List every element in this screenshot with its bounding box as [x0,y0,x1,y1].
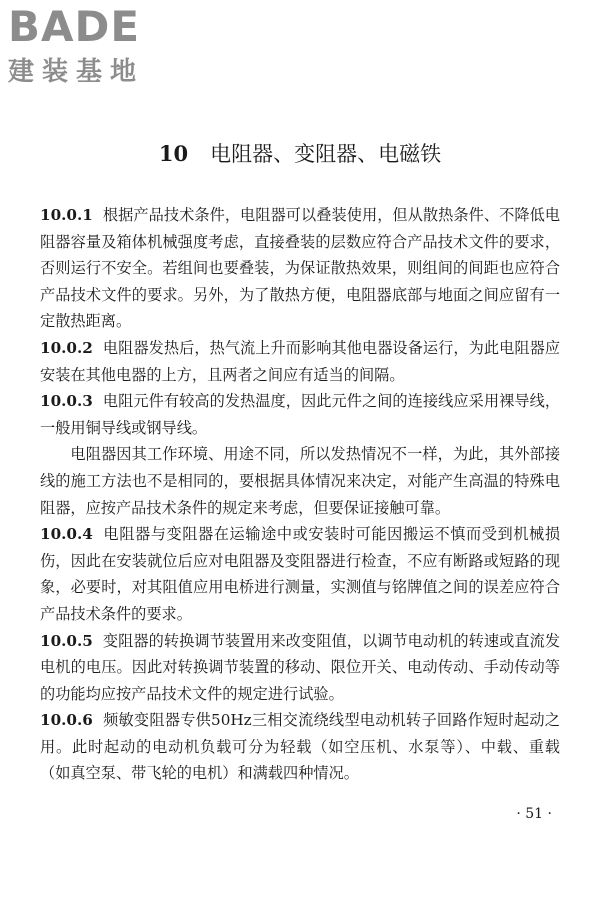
clause-number: 10.0.1 [40,206,93,224]
clause-number: 10.0.2 [40,338,93,357]
clause-text: 根据产品技术条件，电阻器可以叠装使用，但从散热条件、不降低电阻器容量及箱体机械强度考虑，直接叠装的层数应符合产品技术文件的要求，否则运行不安全。若组间也要叠装，为保证散热效果，则组间的间距也应符合产品技术文件的要求。另外，为了散热方便，电阻器底部与地面之间应留有一定散热距离。 [40,206,560,331]
clause-number: 10.0.6 [40,711,93,730]
continuation-paragraph [40,441,560,521]
clause-paragraph [40,521,560,627]
logo-brand: BADE [8,2,141,51]
page-number: · 51 · [516,806,552,822]
clause-text: 电阻器与变阻器在运输途中或安装时可能因搬运不慎而受到机械损伤，因此在安装就位后应对电阻器及变阻器进行检查，不应有断路或短路的现象，必要时，对其阻值应用电桥进行测量，实测值与铭牌值之间的误差应符合产品技术条件的要求。 [40,525,560,623]
clause-text: 变阻器的转换调节装置用来改变阻值，以调节电动机的转速或直流发电机的电压。因此对转换调节装置的移动、限位开关、电动传动、手动传动等的功能均应按产品技术文件的规定进行试验。 [40,631,560,703]
clause-paragraph [40,202,560,335]
clause-text: 频敏变阻器专供50Hz三相交流绕线型电动机转子回路作短时起动之用。此时起动的电动机负载可分为轻载（如空压机、水泵等）、中载、重载（如真空泵、带飞轮的电机）和满载四种情况。 [40,711,560,783]
publisher-logo [8,2,178,88]
clause-paragraph [40,335,560,388]
chapter-title: 电阻器、变阻器、电磁铁 [210,142,442,167]
chapter-heading [0,138,600,170]
clause-text: 电阻器发热后，热气流上升而影响其他电器设备运行，为此电阻器应安装在其他电器的上方，且两者之间应有适当的间隔。 [40,338,560,384]
document-body [40,202,560,787]
clause-paragraph [40,628,560,708]
clause-number: 10.0.3 [40,392,93,411]
chapter-number: 10 [158,141,189,167]
paragraph-text: 电阻器因其工作环境、用途不同，所以发热情况不一样，为此，其外部接线的施工方法也不是相同的，要根据具体情况来决定，对能产生高温的特殊电阻器，应按产品技术条件的规定来考虑，但要保证接触可靠。 [40,445,560,517]
logo-subtitle: 建装基地 [8,57,145,87]
clause-number: 10.0.5 [40,631,93,650]
clause-text: 电阻元件有较高的发热温度，因此元件之间的连接线应采用裸导线，一般用铜导线或钢导线。 [40,392,560,437]
clause-paragraph [40,707,560,787]
clause-number: 10.0.4 [40,525,93,544]
clause-paragraph [40,388,560,441]
